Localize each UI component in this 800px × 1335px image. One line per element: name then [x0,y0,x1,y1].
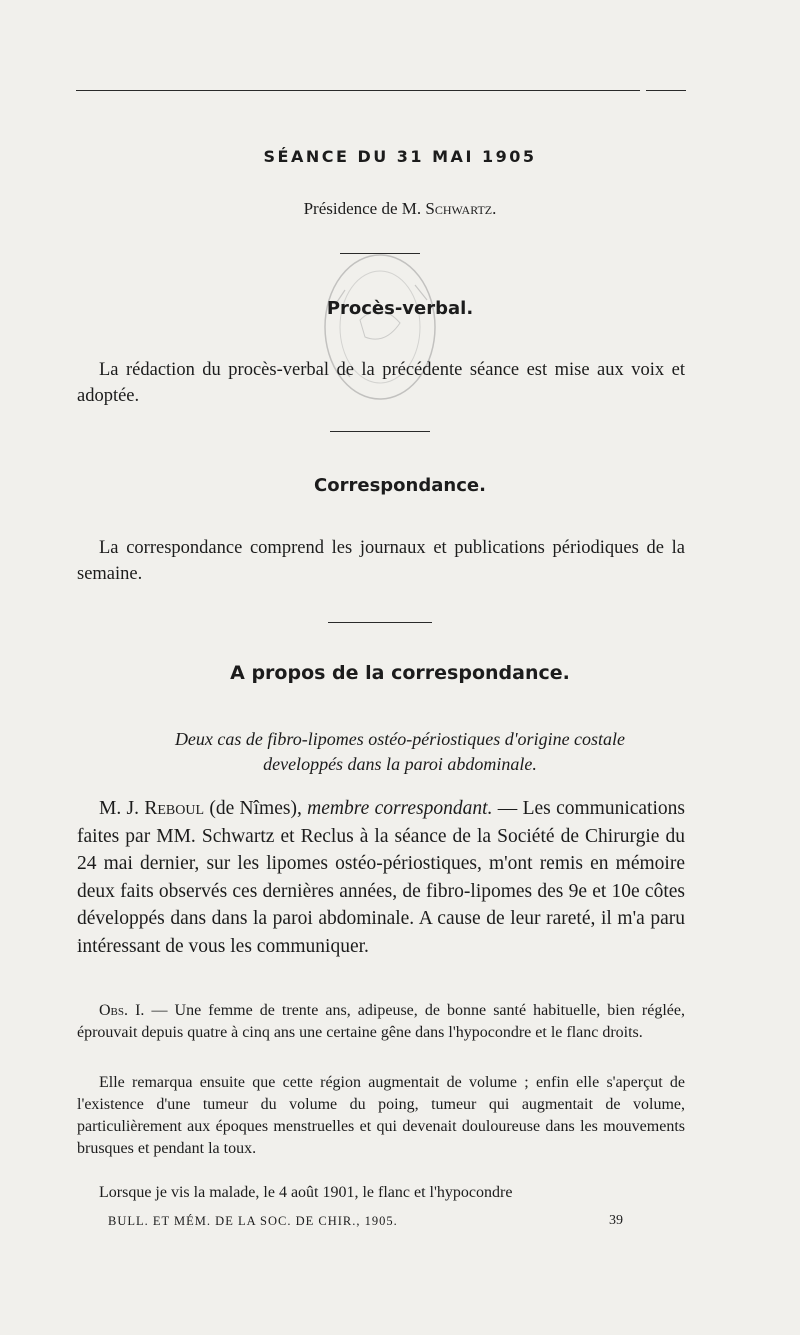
proces-verbal-text: La rédaction du procès-verbal de la précédente séance est mise aux voix et adoptée. [77,360,685,406]
top-rule-long [76,90,640,91]
observation-paragraph-1 [77,1000,685,1044]
intro-paragraph [77,795,685,960]
correspondance-heading: Correspondance. [314,475,486,496]
author-name: Reboul [144,798,204,819]
page-footer [108,1214,623,1229]
article-subtitle-line-2: developpés dans la paroi abdominale. [263,754,537,774]
separator-rule-3 [328,622,432,623]
page-number: 39 [609,1213,623,1228]
observation-paragraph-2: Elle remarqua ensuite que cette région augmentait de volume ; enfin elle s'aperçut de l'existence d'une tumeur du volume du poing, tumeur qui augmentait de volume, particulièrement aux époques menstruelles et qui devenait douloureuse dans les mouvements brusques et pendant la toux. [77,1074,685,1157]
apropos-heading: A propos de la correspondance. [230,662,570,684]
correspondance-text: La correspondance comprend les journaux et publications périodiques de la semaine. [77,538,685,584]
article-subtitle-line-1: Deux cas de fibro-lipomes ostéo-périostiques d'origine costale [174,729,626,749]
seance-title: SÉANCE DU 31 MAI 1905 [263,147,537,166]
presidence-line [0,199,800,219]
journal-reference: BULL. ET MÉM. DE LA SOC. DE CHIR., 1905. [108,1214,398,1228]
author-place: (de Nîmes), [204,798,308,819]
presidence-prefix: Présidence de M. [303,199,426,218]
separator-rule-2 [330,431,430,432]
article-subtitle [80,727,720,777]
observation-text-1: — Une femme de trente ans, adipeuse, de bonne santé habituelle, bien réglée, éprouvait depuis quatre à cinq ans une certaine gêne dans l'hypocondre et le flanc droits. [77,1002,685,1041]
proces-verbal-heading: Procès-verbal. [326,298,474,319]
author-prefix: M. J. [99,798,145,819]
author-role: membre correspondant. [307,798,493,819]
presidence-name: Schwartz. [425,199,497,218]
intro-text: — Les communications faites par MM. Schwartz et Reclus à la séance de la Société de Chirurgie du 24 mai dernier, sur les lipomes ostéo-périostiques, m'ont remis en mémoire deux faits observés ces dernières années, de fibro-lipomes des 9e et 10e côtes développés dans dans la paroi abdominale. A cause de leur rareté, il m'a paru intéressant de vous les communiquer. [77,798,685,957]
observation-paragraph-3: Lorsque je vis la malade, le 4 août 1901, le flanc et l'hypocondre [99,1184,513,1201]
top-rule-short [646,90,686,91]
observation-label: Obs. I. [99,1002,145,1019]
